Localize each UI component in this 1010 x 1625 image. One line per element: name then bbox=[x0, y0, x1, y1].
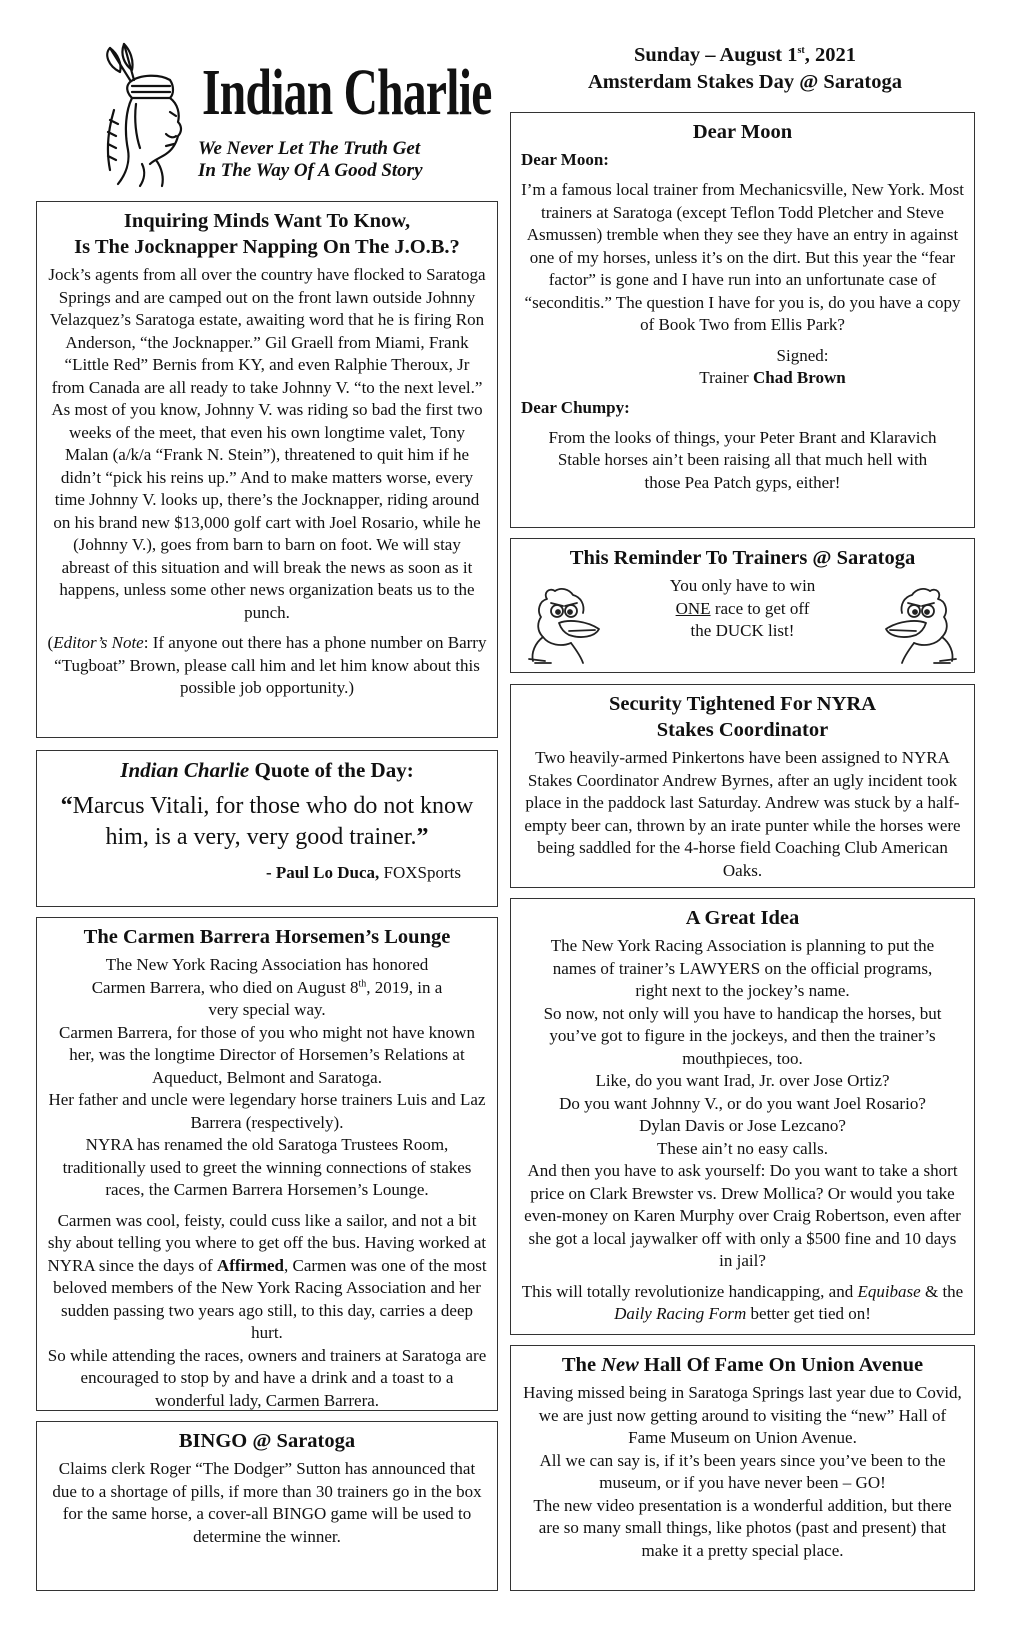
quote-title: Indian Charlie Quote of the Day: bbox=[120, 758, 414, 782]
hall-of-fame-title: The New Hall Of Fame On Union Avenue bbox=[561, 1354, 924, 1376]
reminder-title: This Reminder To Trainers @ Saratoga bbox=[569, 547, 916, 569]
dateline-event: Amsterdam Stakes Day @ Saratoga bbox=[587, 71, 903, 93]
jocknapper-editor-note: (Editor’s Note: If anyone out there has a phone number on Barry “Tugboat” Brown, please call him and let him know about this possible job opportunity.) bbox=[47, 633, 487, 697]
dateline bbox=[510, 42, 980, 96]
carmen-p6: So while attending the races, owners and trainers at Saratoga are encouraged to stop by and have a drink and a toast to a wonderful lady, Carmen Barrera. bbox=[47, 1345, 487, 1410]
masthead-tagline-2: In The Way Of A Good Story bbox=[198, 160, 423, 181]
jocknapper-article bbox=[36, 201, 498, 738]
hall-of-fame-p2: All we can say is, if it’s been years since you’ve been to the museum, or if you have never been – GO! bbox=[539, 1450, 946, 1492]
great-idea-p8: This will totally revolutionize handicapping, and Equibase & the Daily Racing Form better get tied on! bbox=[521, 1281, 964, 1323]
great-idea-p7: And then you have to ask yourself: Do you want to take a short price on Clark Brewster vs. Drew Mollica? Or would you take even-money on Karen Murphy over Craig Robertson, even after she got a local jaywalker off with only a $500 fine and 10 days in jail? bbox=[524, 1161, 961, 1270]
duck-icon bbox=[876, 581, 960, 665]
quote-attribution: - Paul Lo Duca, FOXSports bbox=[265, 863, 461, 882]
dear-moon-title: Dear Moon bbox=[692, 121, 793, 143]
carmen-p1: The New York Racing Association has honored Carmen Barrera, who died on August 8th, 2019, in a very special way. bbox=[91, 955, 443, 1019]
dear-moon-signed: Signed: bbox=[776, 345, 829, 365]
great-idea-p6: These ain’t no easy calls. bbox=[656, 1138, 829, 1158]
great-idea-p1: The New York Racing Association is planning to put the names of trainer’s LAWYERS on the official programs, right next to the jockey’s name. bbox=[550, 936, 935, 1000]
bingo-body: Claims clerk Roger “The Dodger” Sutton has announced that due to a shortage of pills, if more than 30 trainers go in the box for the same horse, a cover-all BINGO game will be used to determine the winner. bbox=[52, 1459, 482, 1546]
indian-head-logo-icon bbox=[70, 40, 200, 190]
carmen-p2: Carmen Barrera, for those of you who might not have known her, was the longtime Director of Horsemen’s Relations at Aqueduct, Belmont and Saratoga. bbox=[59, 1022, 475, 1087]
masthead-tagline-1: We Never Let The Truth Get bbox=[198, 138, 421, 159]
dear-moon-reply: From the looks of things, your Peter Brant and Klaravich Stable horses ain’t been raising all that much hell with those Pea Patch gyps, either! bbox=[548, 427, 937, 492]
security-body: Two heavily-armed Pinkertons have been assigned to NYRA Stakes Coordinator Andrew Byrnes, after an ugly incident took place in the paddock last Saturday. Andrew was stuck by a half-empty beer can, thrown by an irate punter while the horses were being saddled for the 4-horse field Coaching Club American Oaks. bbox=[524, 748, 961, 880]
dear-moon-letter: I’m a famous local trainer from Mechanicsville, New York. Most trainers at Saratoga (except Teflon Todd Pletcher and Steve Asmussen) tremble when they see they have an entry in against one of my horses, unless it’s on the dirt. But this year the “fear factor” is gone and I have run into an unfortunate case of “seconditis.” The question I have for you is, do you have a copy of Book Two from Ellis Park? bbox=[521, 180, 964, 334]
carmen-p4: NYRA has renamed the old Saratoga Trustees Room, traditionally used to greet the winning connections of stakes races, the Carmen Barrera Horsemen’s Lounge. bbox=[62, 1135, 472, 1199]
great-idea-article bbox=[510, 898, 975, 1335]
hall-of-fame-p1: Having missed being in Saratoga Springs last year due to Covid, we are just now getting around to visiting the “new” Hall of Fame Museum on Union Avenue. bbox=[523, 1383, 962, 1447]
security-article bbox=[510, 684, 975, 888]
jocknapper-title-2: Is The Jocknapper Napping On The J.O.B.? bbox=[74, 236, 460, 258]
carmen-title: The Carmen Barrera Horsemen’s Lounge bbox=[83, 926, 451, 948]
jocknapper-title-1: Inquiring Minds Want To Know, bbox=[123, 210, 411, 232]
duck-icon bbox=[525, 581, 609, 665]
great-idea-p3: Like, do you want Irad, Jr. over Jose Ortiz? bbox=[595, 1071, 890, 1090]
dear-moon-signer: Trainer Chad Brown bbox=[699, 367, 846, 387]
security-title-1: Security Tightened For NYRA bbox=[608, 693, 877, 715]
carmen-p3: Her father and uncle were legendary horse trainers Luis and Laz Barrera (respectively). bbox=[48, 1090, 486, 1132]
great-idea-title: A Great Idea bbox=[685, 907, 800, 929]
dateline-date: Sunday – August 1st, 2021 bbox=[634, 44, 856, 66]
dear-moon-salutation: Dear Moon: bbox=[521, 150, 609, 169]
hall-of-fame-article bbox=[510, 1345, 975, 1591]
bingo-title: BINGO @ Saratoga bbox=[178, 1430, 356, 1452]
duck-reminder bbox=[510, 538, 975, 673]
dear-moon-article bbox=[510, 112, 975, 528]
quote-of-the-day bbox=[36, 750, 498, 907]
carmen-p5: Carmen was cool, feisty, could cuss like a sailor, and not a bit shy about telling you where to get off the bus. Having worked at NYRA since the days of Affirmed, Carmen was one of the most beloved members of the New York Racing Association and her sudden passing two years ago still, to this day, carries a deep hurt. bbox=[47, 1210, 487, 1342]
carmen-barrera-article bbox=[36, 917, 498, 1411]
great-idea-p5: Dylan Davis or Jose Lezcano? bbox=[639, 1116, 846, 1135]
masthead bbox=[40, 38, 500, 188]
bingo-article bbox=[36, 1421, 498, 1591]
security-title-2: Stakes Coordinator bbox=[656, 719, 829, 741]
masthead-title: Indian Charlie bbox=[202, 56, 492, 129]
great-idea-p4: Do you want Johnny V., or do you want Joel Rosario? bbox=[559, 1093, 926, 1113]
dear-moon-reply-salutation: Dear Chumpy: bbox=[521, 397, 630, 417]
jocknapper-body: Jock’s agents from all over the country have flocked to Saratoga Springs and are camped out on the front lawn outside Johnny Velazquez’s Saratoga estate, awaiting word that he is firing Ron Anderson, “the Jocknapper.” Gil Graell from Miami, Frank “Little Red” Bernis from KY, and even Ralphie Theroux, Jr from Canada are all ready to take Johnny V. “to the next level.” As most of you know, Johnny V. was riding so bad the first two weeks of the meet, that even his own longtime valet, Tony Malan (a/k/a “Frank N. Stein”), threatened to quit him if he didn’t “pick his reins up.” And to make matters worse, every time Johnny V. looks up, there’s the Jocknapper, riding around on his brand new $13,000 golf cart with Joel Rosario, while he (Johnny V.), goes from barn to barn on foot. We will stay abreast of this situation and will break the news as soon as it happens, unless some other news organization beats us to the punch. bbox=[48, 265, 486, 622]
hall-of-fame-p3: The new video presentation is a wonderful addition, but there are so many small things, like photos (past and present) that make it a pretty special place. bbox=[533, 1495, 952, 1560]
reminder-message: You only have to win ONE race to get off the DUCK list! bbox=[669, 576, 816, 640]
quote-text: “Marcus Vitali, for those who do not know him, is a very, very good trainer.” bbox=[60, 793, 474, 850]
great-idea-p2: So now, not only will you have to handicap the horses, but you’ve got to figure in the jockeys, and then the trainer’s mouthpieces, too. bbox=[543, 1003, 942, 1068]
